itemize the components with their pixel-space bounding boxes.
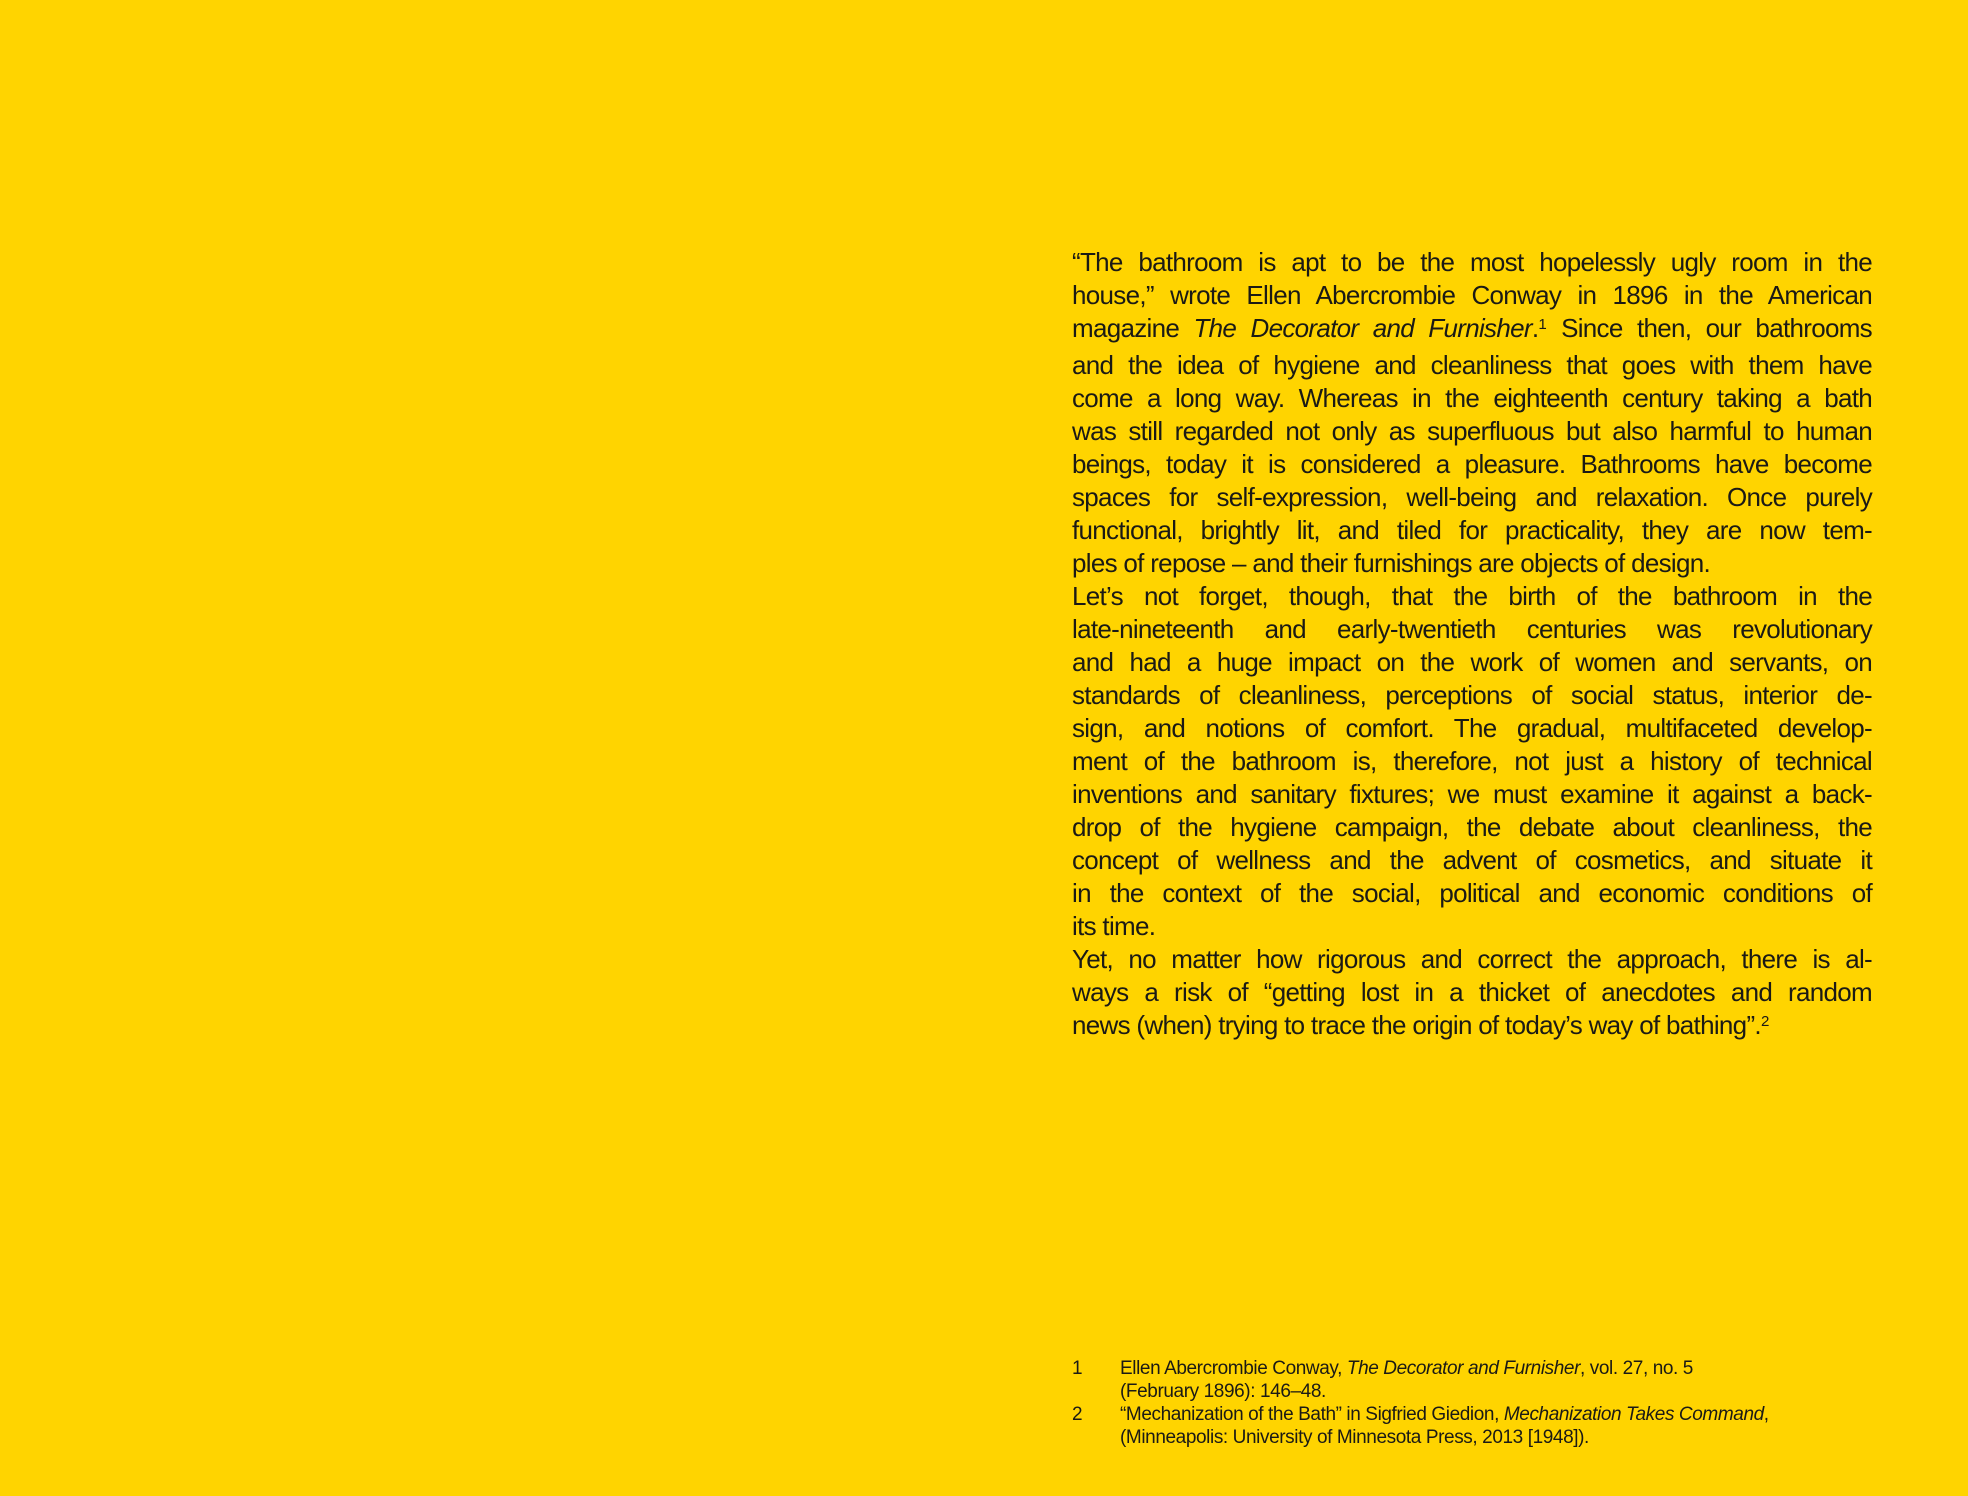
- footnotes: [1072, 1357, 1852, 1449]
- text-run: house,” wrote Ellen Abercrombie Conway in 1896 in the American: [1072, 280, 1872, 310]
- footnote-number: 2: [1072, 1404, 1083, 1425]
- text-run: beings, today it is considered a pleasure. Bathrooms have become: [1072, 449, 1872, 479]
- footnote-text: [1120, 1403, 1852, 1449]
- text-run: Since then, our bathrooms: [1546, 313, 1872, 343]
- text-run: spaces for self-expression, well-being and relaxation. Once purely: [1072, 482, 1872, 512]
- text-run: functional, brightly lit, and tiled for practicality, they are now tem-: [1072, 515, 1872, 545]
- text-line: [1072, 580, 1872, 613]
- footnote-item: [1072, 1403, 1852, 1449]
- text-run: sign, and notions of comfort. The gradual, multifaceted develop-: [1072, 713, 1872, 743]
- text-line: [1072, 312, 1872, 349]
- text-line: [1072, 349, 1872, 382]
- text-run: , vol. 27, no. 5: [1580, 1358, 1693, 1379]
- text-line: [1072, 910, 1872, 943]
- text-line: [1072, 481, 1872, 514]
- text-line: [1072, 279, 1872, 312]
- text-run: magazine: [1072, 313, 1194, 343]
- text-run: (February 1896): 146–48.: [1120, 1381, 1326, 1402]
- text-run: in the context of the social, political and economic conditions of: [1072, 878, 1872, 908]
- text-line: [1072, 613, 1872, 646]
- text-run: “The bathroom is apt to be the most hopelessly ugly room in the: [1072, 247, 1872, 277]
- text-run: and had a huge impact on the work of women and servants, on: [1072, 647, 1872, 677]
- text-line: [1072, 448, 1872, 481]
- text-run: The Decorator and Furnisher: [1193, 313, 1532, 343]
- text-line: [1072, 745, 1872, 778]
- footnote-reference: 2: [1760, 1013, 1770, 1031]
- text-line: [1072, 646, 1872, 679]
- text-run: its time.: [1072, 911, 1156, 941]
- text-run: ment of the bathroom is, therefore, not just a history of technical: [1072, 746, 1872, 776]
- footnote-number: 1: [1072, 1358, 1083, 1379]
- text-run: inventions and sanitary fixtures; we must examine it against a back-: [1072, 779, 1872, 809]
- text-run: standards of cleanliness, perceptions of social status, interior de-: [1072, 680, 1872, 710]
- text-line: [1072, 679, 1872, 712]
- text-line: [1072, 547, 1872, 580]
- text-run: “Mechanization of the Bath” in Sigfried Giedion,: [1120, 1404, 1504, 1425]
- text-run: Yet, no matter how rigorous and correct the approach, there is al-: [1072, 944, 1872, 974]
- text-run: The Decorator and Furnisher: [1346, 1358, 1581, 1379]
- text-run: come a long way. Whereas in the eighteenth century taking a bath: [1072, 383, 1872, 413]
- text-run: (Minneapolis: University of Minnesota Press, 2013 [1948]).: [1120, 1427, 1589, 1448]
- text-line: [1072, 877, 1872, 910]
- text-run: ,: [1763, 1404, 1769, 1425]
- text-run: drop of the hygiene campaign, the debate about cleanliness, the: [1072, 812, 1872, 842]
- text-line: [1072, 976, 1872, 1009]
- text-run: Ellen Abercrombie Conway,: [1120, 1358, 1347, 1379]
- footnote-text: [1120, 1357, 1852, 1403]
- text-line: [1072, 844, 1872, 877]
- body-text: [1072, 246, 1872, 1046]
- text-run: late-nineteenth and early-twentieth centuries was revolutionary: [1072, 614, 1872, 644]
- text-run: news (when) trying to trace the origin of today’s way of bathing”.: [1072, 1010, 1761, 1040]
- text-line: [1072, 811, 1872, 844]
- text-line: [1072, 943, 1872, 976]
- text-run: Mechanization Takes Command: [1503, 1404, 1764, 1425]
- text-run: ways a risk of “getting lost in a thicket of anecdotes and random: [1072, 977, 1872, 1007]
- text-line: [1072, 382, 1872, 415]
- footnote-item: [1072, 1357, 1852, 1403]
- text-line: [1072, 514, 1872, 547]
- text-run: .: [1531, 313, 1539, 343]
- text-line: [1072, 246, 1872, 279]
- text-run: Let’s not forget, though, that the birth of the bathroom in the: [1072, 581, 1872, 611]
- text-line: [1072, 712, 1872, 745]
- text-line: [1072, 778, 1872, 811]
- text-run: ples of repose – and their furnishings are objects of design.: [1072, 548, 1711, 578]
- text-line: [1072, 415, 1872, 448]
- text-run: concept of wellness and the advent of cosmetics, and situate it: [1072, 845, 1872, 875]
- text-run: was still regarded not only as superfluous but also harmful to human: [1072, 416, 1872, 446]
- text-line: [1072, 1009, 1872, 1046]
- text-run: and the idea of hygiene and cleanliness that goes with them have: [1072, 350, 1872, 380]
- footnote-reference: 1: [1538, 316, 1547, 334]
